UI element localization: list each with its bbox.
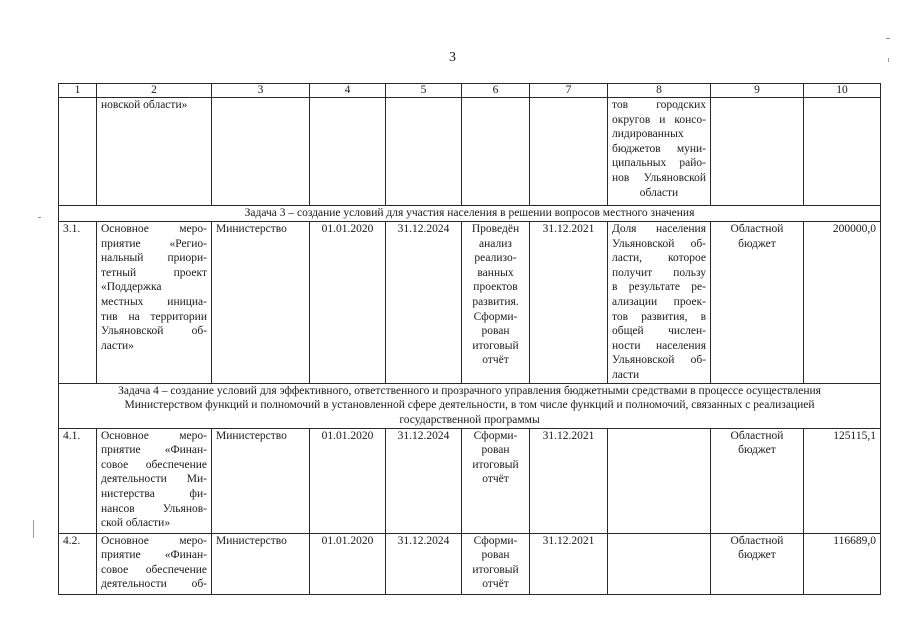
program-activities-table [58, 83, 881, 595]
text-line: ской области» [101, 517, 171, 530]
activity-name-cell [97, 533, 212, 594]
text-line: Областной [730, 534, 784, 547]
row-number: 4.2. [59, 533, 97, 594]
scan-mark [33, 520, 34, 538]
text-line: развития. [472, 295, 519, 308]
text-line: государственной программы [399, 413, 540, 426]
end-date-cell: 31.12.2024 [386, 428, 462, 533]
text-line: округов и консо- [612, 113, 706, 126]
text-line: итоговый [472, 339, 519, 352]
text-line: Задача 4 – создание условий для эффективного, ответственного и прозрачного управления бюджетными средствами в процессе осуществления [118, 384, 821, 397]
text-line: ности населения [612, 339, 706, 352]
text-line: ласти [612, 368, 640, 381]
table-cell [310, 98, 386, 206]
scan-mark [886, 38, 890, 39]
text-line: тетный проект [101, 266, 207, 279]
column-header: 2 [97, 84, 212, 98]
deadline-cell: 31.12.2021 [530, 222, 608, 384]
table-row [59, 533, 881, 594]
text-line: нов Ульяновской [612, 171, 706, 184]
result-cell [462, 533, 530, 594]
text-line: Областной [730, 429, 784, 442]
column-header: 6 [462, 84, 530, 98]
text-line: бюджетов муни- [612, 142, 706, 155]
table-cell [59, 98, 97, 206]
text-line: Доля населения [612, 223, 706, 235]
column-header: 1 [59, 84, 97, 98]
table-cell [530, 98, 608, 206]
page-number: 3 [449, 50, 456, 65]
text-line: рован [481, 444, 510, 457]
text-line: получит пользу [612, 266, 706, 279]
amount-cell: 125115,1 [804, 428, 881, 533]
indicator-cell [608, 222, 711, 384]
text-line: отчёт [482, 578, 509, 591]
text-line: Сформи- [473, 534, 518, 547]
start-date-cell: 01.01.2020 [310, 428, 386, 533]
text-line: Проведён [471, 223, 520, 235]
deadline-cell: 31.12.2021 [530, 533, 608, 594]
text-line: ласти, которое [612, 252, 706, 265]
text-line: Основное меро- [101, 223, 207, 235]
column-header: 9 [711, 84, 804, 98]
text-line: общей числен- [612, 325, 706, 338]
text-line: бюджет [738, 237, 776, 250]
row-number: 4.1. [59, 428, 97, 533]
column-number-row [59, 84, 881, 98]
text-line: Основное меро- [101, 534, 207, 547]
end-date-cell: 31.12.2024 [386, 533, 462, 594]
result-cell [462, 428, 530, 533]
text-line: итоговый [472, 458, 519, 471]
text-line: рован [481, 549, 510, 562]
row-number: 3.1. [59, 222, 97, 384]
text-line: Ульяновской об- [612, 354, 706, 367]
text-line: ванных [477, 266, 514, 279]
column-header: 4 [310, 84, 386, 98]
activity-name-cell [97, 222, 212, 384]
indicator-cell [608, 428, 711, 533]
indicator-cell [608, 533, 711, 594]
text-line: совое обеспечение [101, 458, 207, 471]
funding-source-cell [711, 222, 804, 384]
text-line: итоговый [472, 563, 519, 576]
task-3-heading: Задача 3 – создание условий для участия населения в решении вопросов местного значения [59, 206, 881, 222]
column-header: 5 [386, 84, 462, 98]
executor-cell: Министерство [212, 222, 310, 384]
text-line: ласти» [101, 339, 134, 352]
indicator-cell [608, 98, 711, 206]
text-line: проектов [473, 281, 518, 294]
text-line: реализо- [474, 252, 517, 265]
activity-name-cell [97, 98, 212, 206]
text-line: Основное меро- [101, 429, 207, 442]
text-line: совое обеспечение [101, 563, 207, 576]
text-line: ализации проек- [612, 295, 706, 308]
text-line: приятие «Финан- [101, 444, 207, 457]
amount-cell: 200000,0 [804, 222, 881, 384]
text-line: ципальных райо- [612, 157, 706, 170]
start-date-cell: 01.01.2020 [310, 222, 386, 384]
text-line: отчёт [482, 473, 509, 486]
text-line: рован [481, 325, 510, 338]
text-line: нистерства фи- [101, 487, 207, 500]
text-line: Министерством функций и полномочий в установленной сфере деятельности, в том числе функций и полномочий, связанных с реализацией [124, 399, 815, 412]
text-line: деятельности об- [101, 578, 207, 591]
table-row [59, 222, 881, 384]
table-cell [462, 98, 530, 206]
funding-source-cell [711, 428, 804, 533]
task-heading-row [59, 383, 881, 428]
scan-mark [38, 217, 41, 218]
text-line: в результате ре- [612, 281, 706, 294]
end-date-cell: 31.12.2024 [386, 222, 462, 384]
text-line: «Поддержка [101, 281, 162, 294]
text-line: Ульяновской об- [101, 325, 207, 338]
text-line: приятие «Регио- [101, 237, 207, 250]
text-line: нальный приори- [101, 252, 207, 265]
amount-cell: 116689,0 [804, 533, 881, 594]
result-cell [462, 222, 530, 384]
text-line: тив на территории [101, 310, 207, 323]
table-cell [212, 98, 310, 206]
executor-cell: Министерство [212, 533, 310, 594]
table-cell [711, 98, 804, 206]
text-line: Ульяновской об- [612, 237, 706, 250]
table-row [59, 98, 881, 206]
text-line: Сформи- [473, 429, 518, 442]
table-cell [386, 98, 462, 206]
text-line: приятие «Финан- [101, 549, 207, 562]
text-line: Областной [730, 223, 784, 235]
text-line: анализ [479, 237, 512, 250]
task-heading-row [59, 206, 881, 222]
task-4-heading [59, 383, 881, 428]
activity-name-cell [97, 428, 212, 533]
text-line: бюджет [738, 444, 776, 457]
start-date-cell: 01.01.2020 [310, 533, 386, 594]
text-line: области [639, 186, 679, 199]
text-line: местных инициа- [101, 295, 207, 308]
table-row [59, 428, 881, 533]
column-header: 3 [212, 84, 310, 98]
text-line: нансов Ульянов- [101, 502, 207, 515]
executor-cell: Министерство [212, 428, 310, 533]
text-line: отчёт [482, 354, 509, 367]
text-line: новской области» [101, 99, 188, 111]
table-cell [804, 98, 881, 206]
text-line: деятельности Ми- [101, 473, 207, 486]
text-line: тов развития, в [612, 310, 706, 323]
scan-mark [888, 58, 889, 62]
text-line: тов городских [612, 99, 706, 111]
text-line: лидированных [612, 128, 684, 141]
column-header: 7 [530, 84, 608, 98]
deadline-cell: 31.12.2021 [530, 428, 608, 533]
column-header: 10 [804, 84, 881, 98]
text-line: бюджет [738, 549, 776, 562]
column-header: 8 [608, 84, 711, 98]
funding-source-cell [711, 533, 804, 594]
text-line: Сформи- [473, 310, 518, 323]
